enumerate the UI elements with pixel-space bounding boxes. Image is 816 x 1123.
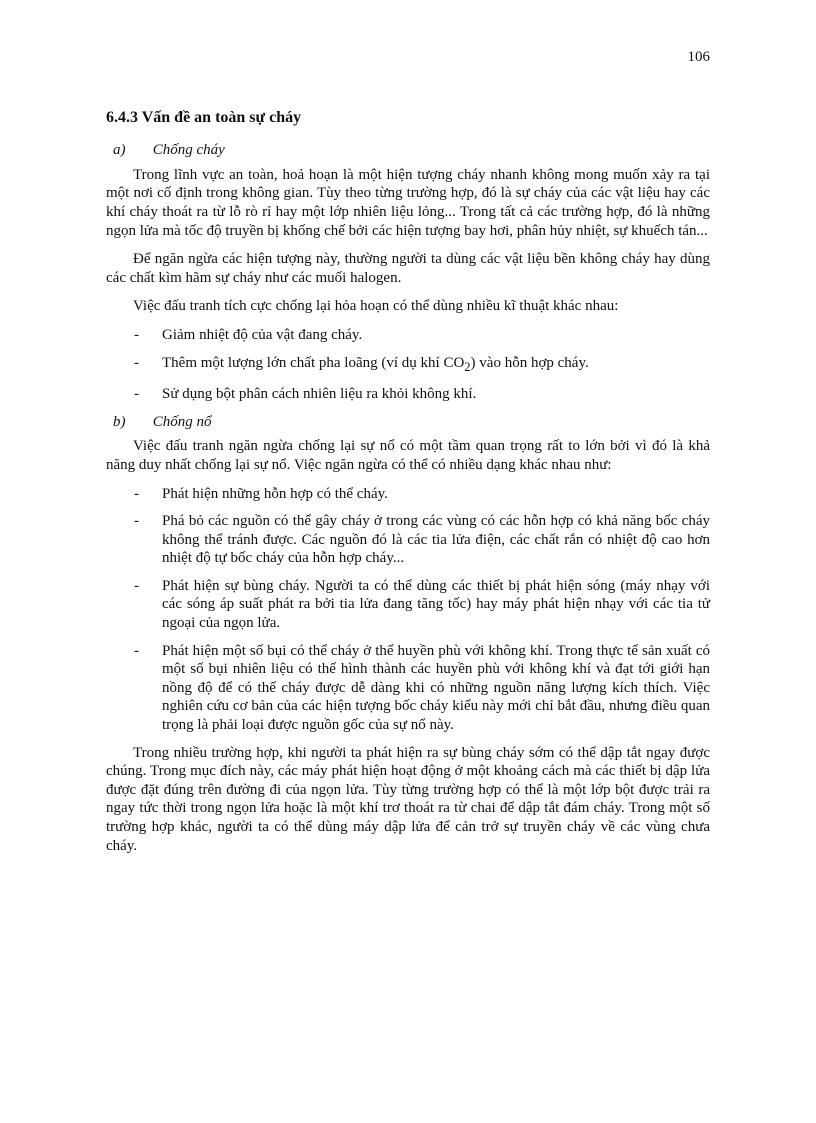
list-dash: - xyxy=(134,485,139,502)
subsection-b-heading xyxy=(106,413,710,432)
list-dash: - xyxy=(134,354,139,371)
explosion-prevention-list xyxy=(106,485,710,735)
paragraph-fire-prevention: Để ngăn ngừa các hiện tượng này, thường người ta dùng các vật liệu bền không cháy hay dùng các chất kìm hãm sự cháy như các muối halogen. xyxy=(106,251,710,286)
paragraph-fire-fighting-intro: Việc đấu tranh tích cực chống lại hỏa hoạn có thể dùng nhiều kĩ thuật khác nhau: xyxy=(133,298,619,315)
page-number: 106 xyxy=(687,49,710,65)
subscript-2: 2 xyxy=(464,359,471,374)
list-item xyxy=(106,385,710,404)
list-item-text: Giảm nhiệt độ của vật đang cháy. xyxy=(162,326,363,343)
list-item-text: Phát hiện những hỗn hợp có thể cháy. xyxy=(162,485,388,502)
list-item-text-cont: ) vào hỗn hợp cháy. xyxy=(470,354,589,371)
subsection-a-heading xyxy=(106,141,710,160)
paragraph-explosion-intro: Việc đấu tranh ngăn ngừa chống lại sự nổ có một tầm quan trọng rất to lớn bởi vì đó là khả năng duy nhất chống lại sự nổ. Việc ngăn ngừa có thể có nhiều dạng khác nhau như: xyxy=(106,438,710,473)
list-item-text: Phá bỏ các nguồn có thể gây cháy ở trong các vùng có các hỗn hợp có khả năng bốc cháy không thể tránh được. Các nguồn đó là các tia lửa điện, các chất rắn có nhiệt độ cao hơn nhiệt độ tự bốc cháy của hỗn hợp cháy... xyxy=(162,513,710,567)
list-item xyxy=(106,354,710,377)
section-title: 6.4.3 Vấn đề an toàn sự cháy xyxy=(106,108,302,126)
list-dash: - xyxy=(134,386,139,403)
list-item xyxy=(106,485,710,504)
subsection-b-label: b) xyxy=(113,413,126,430)
list-item-text: Sử dụng bột phân cách nhiên liệu ra khỏi không khí. xyxy=(162,386,477,403)
list-item-text: Phát hiện một số bụi có thể cháy ở thể huyền phù với không khí. Trong thực tế sản xuất có một số bụi nhiên liệu có thể hình thành các huyền phù với không khí và đạt tới giới hạn nồng độ để có thể cháy được dễ dàng khi có những nguồn năng lượng kích thích. Việc nghiên cứu cơ bản của các hiện tượng bốc cháy kiểu này mới chỉ bắt đầu, nhưng điều quan trọng là phải loại được nguồn gốc của sự nổ này. xyxy=(162,642,710,734)
list-item xyxy=(106,577,710,633)
fire-fighting-list xyxy=(106,326,710,404)
list-item-text: Thêm một lượng lớn chất pha loãng (ví dụ khí CO xyxy=(162,354,465,371)
list-item-text: Phát hiện sự bùng cháy. Người ta có thể dùng các thiết bị phát hiện sóng (máy nhạy với các sóng áp suất phát ra bởi tia lửa đang tăng tốc) hay máy phát hiện nhạy với các tia tử ngoại của ngọn lửa. xyxy=(162,577,710,632)
list-dash: - xyxy=(134,513,139,530)
list-dash: - xyxy=(134,577,139,594)
subsection-b-title: Chống nổ xyxy=(152,413,212,430)
subsection-a-label: a) xyxy=(113,142,126,159)
list-dash: - xyxy=(134,326,139,343)
list-item xyxy=(106,642,710,735)
list-item xyxy=(106,326,710,345)
subsection-a-title: Chống cháy xyxy=(152,142,225,159)
list-dash: - xyxy=(134,642,139,659)
list-item xyxy=(106,512,710,568)
paragraph-early-detection: Trong nhiều trường hợp, khi người ta phát hiện ra sự bùng cháy sớm có thể dập tắt ngay được chúng. Trong mục đích này, các máy phát hiện hoạt động ở một khoảng cách mà các thiết bị dập lửa được đặt đúng trên đường đi của ngọn lửa. Tùy từng trường hợp có thể là một lớp bột được trải ra ngay tức thời trong ngọn lửa hoặc là một khí trơ thoát ra từ chai để dập tắt đám cháy. Trong một số trường hợp khác, người ta có thể dùng máy dập lửa để cản trở sự truyền cháy về các vùng chưa cháy. xyxy=(106,744,710,854)
paragraph-fire-definition: Trong lĩnh vực an toàn, hoả hoạn là một hiện tượng cháy nhanh không mong muốn xảy ra tại một nơi cố định trong không gian. Tùy theo từng trường hợp, đó là sự cháy của các vật liệu hay các khí cháy thoát ra từ lỗ rò rỉ hay một lớp nhiên liệu lỏng... Trong tất cả các trường hợp, đó là những ngọn lửa mà tốc độ truyền bị khống chế bởi các hiện tượng bay hơi, phân hủy nhiệt, sự khuếch tán... xyxy=(106,166,710,239)
